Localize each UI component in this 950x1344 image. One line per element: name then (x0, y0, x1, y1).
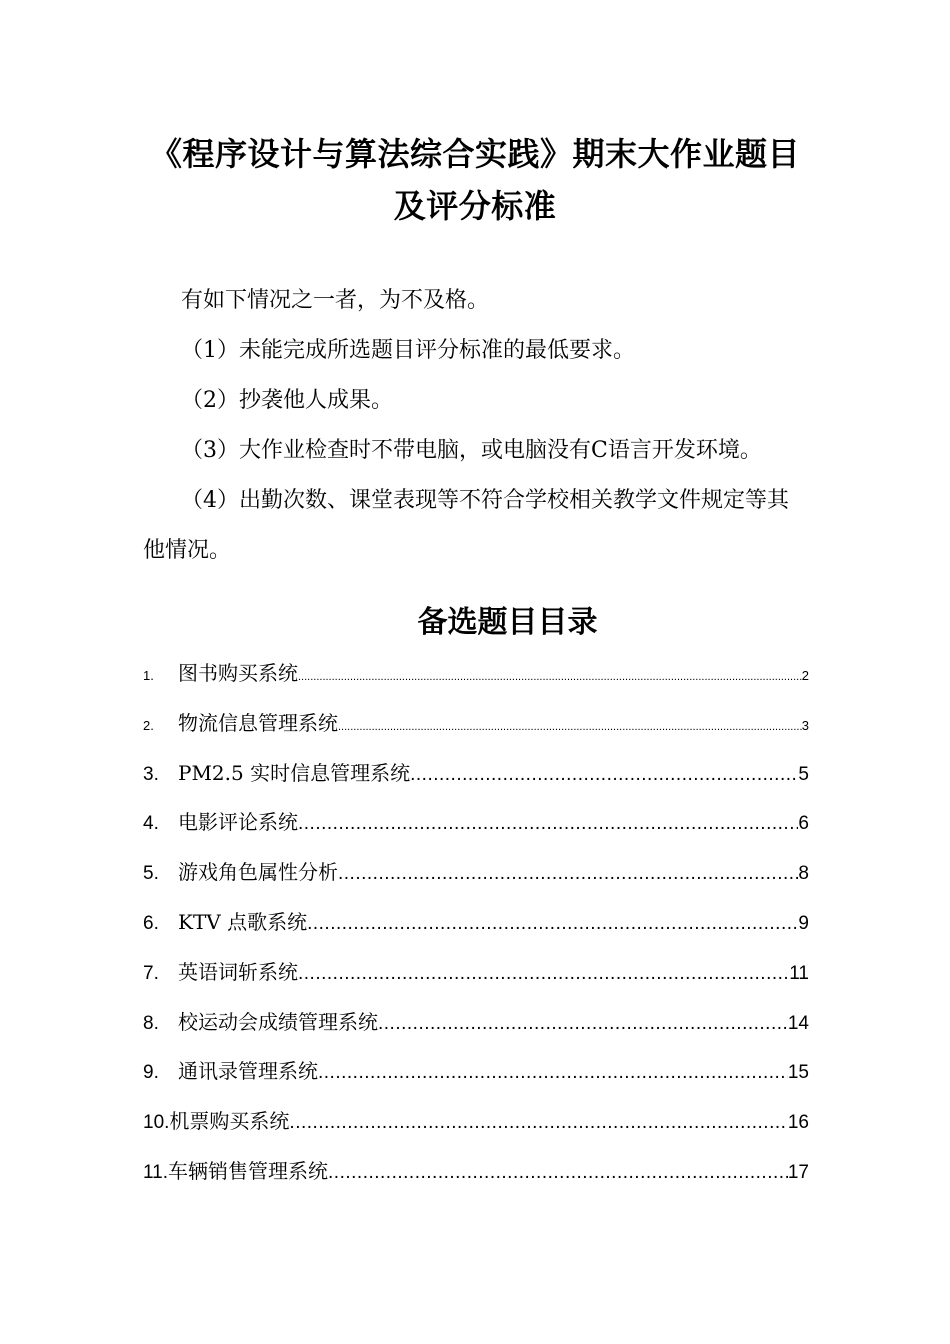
toc-entry-number: 8. (143, 1012, 159, 1034)
toc-entry-title: 通讯录管理系统 (178, 1059, 318, 1084)
toc-entry-number: 4. (143, 813, 159, 835)
toc-leader (338, 854, 798, 894)
toc-entry[interactable] (143, 653, 809, 703)
toc-entry[interactable] (143, 1051, 809, 1101)
toc-leader (378, 1004, 788, 1044)
toc-leader (338, 707, 802, 747)
toc-leader (298, 657, 802, 697)
toc-entry-page: 14 (787, 1012, 809, 1034)
toc-entry-page: 11 (789, 962, 809, 984)
toc-entry-page: 5 (798, 763, 809, 785)
toc-entry-title: PM2.5 实时信息管理系统 (178, 760, 411, 785)
toc-entry[interactable] (143, 852, 809, 902)
toc-entry-number: 1. (143, 668, 154, 683)
toc-entry[interactable] (143, 902, 809, 952)
toc-entry-number: 9. (143, 1062, 159, 1084)
toc-entry-title: 车辆销售管理系统 (168, 1158, 329, 1183)
toc-entry-page: 9 (798, 912, 809, 934)
toc-entry-page: 17 (787, 1161, 809, 1183)
table-of-contents (143, 653, 809, 1201)
fail-criteria (143, 276, 810, 576)
toc-entry-number: 10. (143, 1112, 170, 1134)
toc-entry[interactable] (143, 802, 809, 852)
toc-leader (410, 755, 798, 795)
title-line-2: 及评分标准 (393, 187, 557, 225)
toc-heading: 备选题目目录 (417, 605, 598, 640)
toc-entry-number: 3. (143, 763, 159, 785)
toc-entry-title: 电影评论系统 (178, 810, 298, 835)
toc-entry-number: 2. (143, 717, 154, 733)
toc-leader (307, 904, 798, 944)
toc-entry-title: 校运动会成绩管理系统 (178, 1009, 378, 1034)
fail-criterion-2: （2）抄袭他人成果。 (181, 388, 393, 413)
toc-entry-title: 机票购买系统 (169, 1109, 290, 1134)
toc-entry[interactable] (143, 1002, 809, 1052)
toc-entry-page: 16 (787, 1112, 809, 1134)
toc-entry-number: 7. (143, 962, 159, 984)
toc-entry-page: 3 (801, 717, 809, 733)
toc-leader (318, 1053, 788, 1093)
toc-entry-page: 6 (798, 813, 809, 835)
title-line-1: 《程序设计与算法综合实践》期末大作业题目 (149, 135, 800, 173)
toc-leader (298, 804, 798, 844)
toc-entry-title: KTV 点歌系统 (178, 909, 308, 934)
fail-criterion-3: （3）大作业检查时不带电脑，或电脑没有C语言开发环境。 (181, 438, 762, 463)
toc-entry[interactable] (143, 1101, 809, 1151)
toc-entry-page: 8 (798, 863, 809, 885)
fail-criterion-1: （1）未能完成所选题目评分标准的最低要求。 (181, 338, 635, 363)
toc-entry-title: 英语词斩系统 (178, 959, 298, 984)
toc-leader (289, 1103, 787, 1143)
toc-entry-page: 2 (801, 668, 809, 683)
toc-leader (298, 954, 789, 994)
toc-entry[interactable] (143, 703, 809, 753)
toc-entry-number: 6. (143, 912, 159, 934)
toc-entry-number: 11. (143, 1161, 169, 1183)
toc-entry[interactable] (143, 1151, 809, 1201)
toc-entry[interactable] (143, 753, 809, 803)
toc-entry[interactable] (143, 952, 809, 1002)
document-title (0, 128, 950, 232)
toc-entry-title: 图书购买系统 (178, 661, 298, 685)
toc-entry-page: 15 (787, 1062, 809, 1084)
fail-criterion-4: （4）出勤次数、课堂表现等不符合学校相关教学文件规定等其他情况。 (143, 488, 789, 563)
fail-intro: 有如下情况之一者，为不及格。 (181, 288, 490, 313)
toc-entry-title: 游戏角色属性分析 (178, 860, 338, 885)
toc-entry-number: 5. (143, 863, 159, 885)
toc-entry-title: 物流信息管理系统 (178, 710, 338, 735)
toc-leader (328, 1153, 788, 1193)
